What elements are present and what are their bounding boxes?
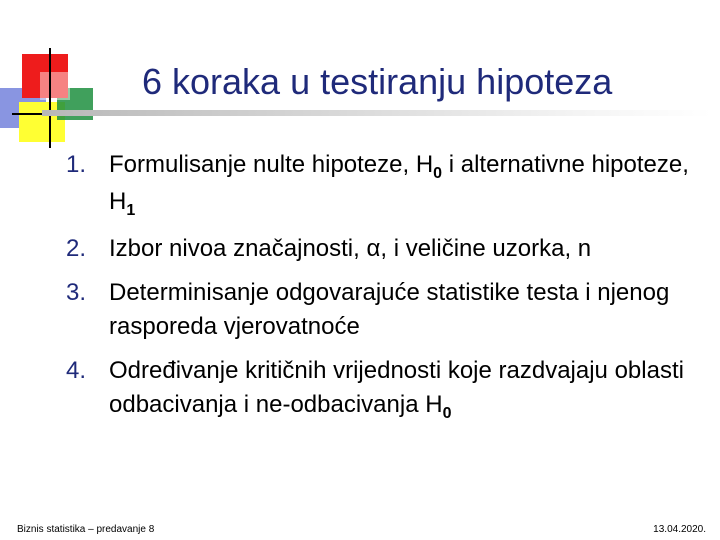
list-item-number: 3. bbox=[66, 279, 87, 306]
list-item bbox=[66, 232, 706, 266]
list-item bbox=[66, 354, 706, 425]
list-item-text: Determinisanje odgovarajuće statistike testa i njenog rasporeda vjerovatnoće bbox=[109, 279, 670, 340]
list-item-text: Određivanje kritičnih vrijednosti koje razdvajaju oblasti odbacivanja i ne-odbacivanja $H_0$ bbox=[109, 357, 684, 422]
list-item bbox=[66, 148, 706, 222]
list-item-number: 2. bbox=[66, 235, 87, 262]
list-item-number: 1. bbox=[66, 151, 87, 178]
footer-date: 13.04.2020. bbox=[653, 524, 706, 535]
alpha-symbol: α bbox=[366, 235, 381, 262]
title-underline-bar bbox=[42, 110, 712, 116]
list-item-text: Formulisanje nulte hipoteze, $H_0$ i alternativne hipoteze, $H_1$ bbox=[109, 151, 689, 219]
list-item-text: Izbor nivoa značajnosti, α, i veličine uzorka, n bbox=[109, 235, 592, 262]
steps-list bbox=[66, 148, 706, 425]
footer-course-label: Biznis statistika – predavanje 8 bbox=[17, 524, 155, 535]
list-item-number: 4. bbox=[66, 357, 87, 384]
decorative-logo-graphic bbox=[0, 0, 110, 150]
logo-white-overlay bbox=[40, 72, 70, 100]
list-item bbox=[66, 276, 706, 344]
page-title: 6 koraka u testiranju hipoteza bbox=[142, 61, 613, 102]
